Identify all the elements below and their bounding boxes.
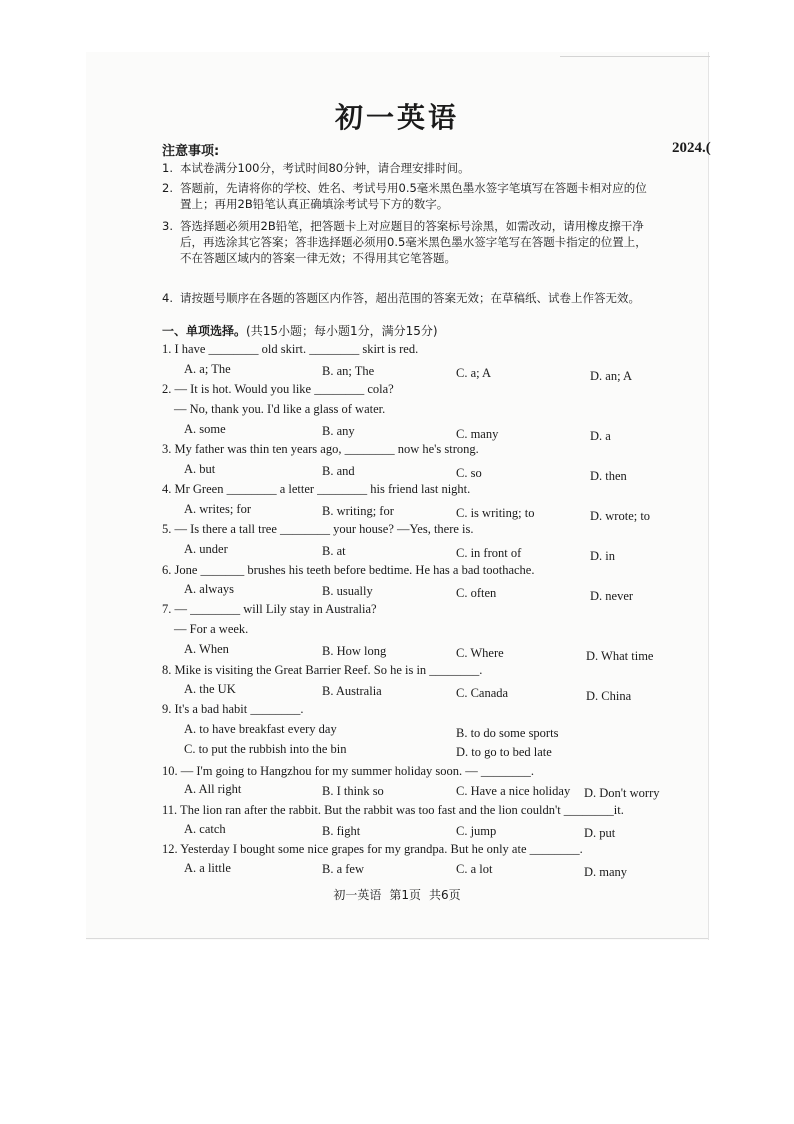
footer-total: 共6页: [429, 888, 461, 902]
option-a: A. a; The: [184, 362, 231, 376]
option-b: B. usually: [322, 584, 373, 598]
notice-text: 不在答题区域内的答案一律无效；不得用其它笔答题。: [180, 251, 456, 265]
option-c: C. jump: [456, 824, 497, 838]
question-2: 2. — It is hot. Would you like ________ cola?: [162, 382, 394, 396]
scan-edge-bottom: [86, 938, 708, 939]
option-d: D. What time: [586, 649, 654, 663]
notice-number: 2.: [162, 181, 173, 195]
option-d: D. in: [590, 549, 615, 563]
question-4: 4. Mr Green ________ a letter ________ his friend last night.: [162, 482, 471, 496]
question-1: 1. I have ________ old skirt. ________ skirt is red.: [162, 342, 419, 356]
option-d: D. China: [586, 689, 632, 703]
notice-item-2: [162, 180, 708, 212]
notice-item-4: [162, 290, 708, 306]
notice-text: 答题前，先请将你的学校、姓名、考试号用0.5毫米黑色墨水签字笔填写在答题卡相对应的位: [180, 181, 647, 195]
option-d: D. a: [590, 429, 611, 443]
question-2-reply: — No, thank you. I'd like a glass of water.: [174, 402, 386, 416]
question-11: 11. The lion ran after the rabbit. But the rabbit was too fast and the lion couldn't ________it.: [162, 803, 624, 817]
scan-edge-top: [560, 56, 710, 57]
option-a: A. under: [184, 542, 228, 556]
option-c: C. Where: [456, 646, 504, 660]
option-d: D. never: [590, 589, 634, 603]
question-8: 8. Mike is visiting the Great Barrier Reef. So he is in ________.: [162, 663, 483, 677]
question-6: 6. Jone _______ brushes his teeth before bedtime. He has a bad toothache.: [162, 563, 535, 577]
page-footer: [86, 886, 708, 903]
option-c: C. Have a nice holiday: [456, 784, 571, 798]
section-title: 一、单项选择。: [162, 324, 247, 338]
option-c: C. is writing; to: [456, 506, 535, 520]
option-d: D. put: [584, 826, 616, 840]
notice-item-1: [162, 160, 708, 176]
question-7-reply: — For a week.: [174, 622, 249, 636]
notice-text: 本试卷满分100分，考试时间80分钟，请合理安排时间。: [180, 161, 470, 175]
option-d: D. to go to bed late: [456, 745, 552, 759]
option-c: C. Canada: [456, 686, 509, 700]
option-b: B. fight: [322, 824, 361, 838]
notice-item-3: [162, 218, 708, 266]
option-a: A. some: [184, 422, 226, 436]
option-b: B. Australia: [322, 684, 382, 698]
option-a: A. catch: [184, 822, 226, 836]
question-9: 9. It's a bad habit ________.: [162, 702, 304, 716]
option-d: D. then: [590, 469, 627, 483]
question-7: 7. — ________ will Lily stay in Australia?: [162, 602, 377, 616]
option-a: A. the UK: [184, 682, 236, 696]
notice-text: 请按题号顺序在各题的答题区内作答，超出范围的答案无效；在草稿纸、试卷上作答无效。: [180, 291, 640, 305]
option-b: B. at: [322, 544, 346, 558]
option-d: D. Don't worry: [584, 786, 660, 800]
page-title: 初一英语: [334, 101, 459, 134]
option-c: C. so: [456, 466, 482, 480]
option-c: C. many: [456, 427, 499, 441]
option-b: B. writing; for: [322, 504, 394, 518]
question-12: 12. Yesterday I bought some nice grapes for my grandpa. But he only ate ________.: [162, 842, 583, 856]
question-3: 3. My father was thin ten years ago, ________ now he's strong.: [162, 442, 479, 456]
notice-number: 1.: [162, 161, 173, 175]
option-a: A. a little: [184, 861, 231, 875]
footer-page: 第1页: [389, 888, 421, 902]
option-c: C. often: [456, 586, 497, 600]
option-c: C. to put the rubbish into the bin: [184, 742, 347, 756]
option-a: A. writes; for: [184, 502, 251, 516]
option-b: B. How long: [322, 644, 387, 658]
question-5: 5. — Is there a tall tree ________ your house? —Yes, there is.: [162, 522, 474, 536]
exam-date: 2024.(: [672, 140, 711, 156]
notice-text: 后，再选涂其它答案；答非选择题必须用0.5毫米黑色墨水签字笔写在答题卡指定的位置上，: [180, 235, 647, 249]
option-b: B. any: [322, 424, 355, 438]
notice-text: 置上；再用2B铅笔认真正确填涂考试号下方的数字。: [180, 197, 449, 211]
option-d: D. wrote; to: [590, 509, 651, 523]
option-d: D. an; A: [590, 369, 633, 383]
option-d: D. many: [584, 865, 628, 879]
option-b: B. I think so: [322, 784, 384, 798]
option-c: C. a; A: [456, 366, 492, 380]
option-a: A. always: [184, 582, 234, 596]
option-c: C. in front of: [456, 546, 522, 560]
option-b: B. and: [322, 464, 355, 478]
option-a: A. to have breakfast every day: [184, 722, 337, 736]
option-a: A. but: [184, 462, 216, 476]
notice-heading: 注意事项:: [162, 144, 220, 159]
option-a: A. All right: [184, 782, 242, 796]
notice-text: 答选择题必须用2B铅笔，把答题卡上对应题目的答案标号涂黑，如需改动，请用橡皮擦干净: [180, 219, 644, 233]
section-detail: (共15小题；每小题1分，满分15分): [246, 324, 438, 338]
notice-number: 3.: [162, 219, 173, 233]
option-b: B. to do some sports: [456, 726, 559, 740]
section-heading: [162, 322, 438, 339]
option-c: C. a lot: [456, 862, 493, 876]
notice-number: 4.: [162, 291, 173, 305]
footer-subject: 初一英语: [333, 888, 382, 902]
question-10: 10. — I'm going to Hangzhou for my summer holiday soon. — ________.: [162, 764, 535, 778]
option-a: A. When: [184, 642, 229, 656]
option-b: B. an; The: [322, 364, 375, 378]
option-b: B. a few: [322, 862, 364, 876]
